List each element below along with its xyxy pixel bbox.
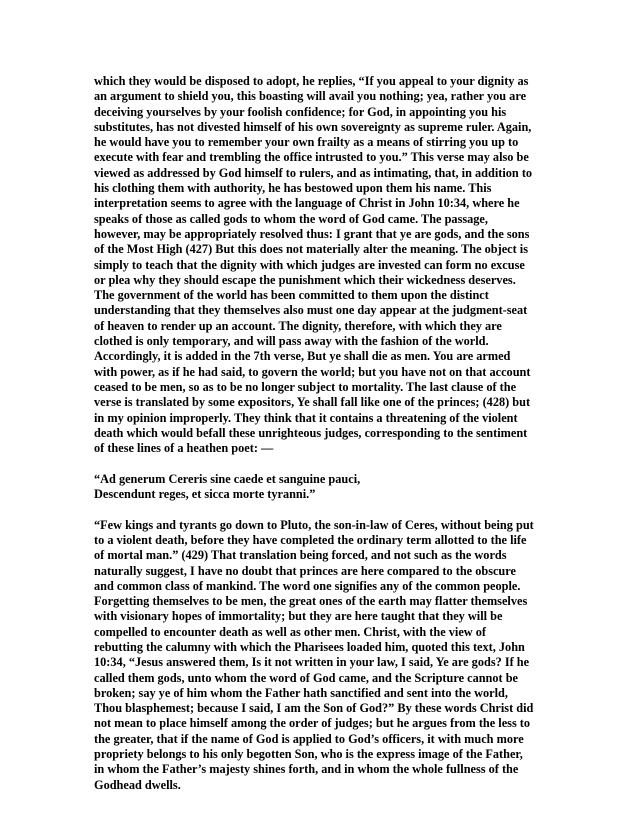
text-line: however, may be appropriately resolved thus: I grant that ye are gods, and the sons — [94, 226, 530, 241]
text-line: ceased to be men, so as to be no longer subject to mortality. The last clause of the — [94, 379, 517, 394]
text-line: clothed is only temporary, and will pass away with the fashion of the world. — [94, 334, 489, 349]
text-line: with visionary hopes of immortality; but they are here taught that they will be — [94, 609, 503, 624]
text-line: understanding that they themselves also must one day appear at the judgment-seat — [94, 303, 528, 318]
text-line: with power, as if he had said, to govern the world; but you have not on that account — [94, 364, 531, 379]
text-line: “Few kings and tyrants go down to Pluto, the son-in-law of Ceres, without being put — [94, 517, 534, 532]
text-line: death which would befall these unrighteous judges, corresponding to the sentiment — [94, 425, 528, 440]
text-line: broken; say ye of him whom the Father hath sanctified and sent into the world, — [94, 685, 508, 700]
paragraph — [94, 74, 556, 456]
text-line: of the Most High (427) But this does not materially alter the meaning. The object is — [94, 242, 529, 257]
text-line: substitutes, has not divested himself of his own sovereignty as supreme ruler. Again, — [94, 119, 532, 134]
text-line: verse is translated by some expositors, Ye shall fall like one of the princes; (428) but — [94, 395, 531, 410]
text-line: viewed as addressed by God himself to rulers, and as intimating, that, in addition to — [94, 165, 533, 180]
text-line: or plea why they should escape the punishment which their wickedness deserves. — [94, 272, 516, 287]
text-line: interpretation seems to agree with the language of Christ in John 10:34, where he — [94, 196, 520, 211]
text-line: propriety belongs to his only begotten Son, who is the express image of the Father, — [94, 747, 523, 762]
text-line: not mean to place himself among the order of judges; but he argues from the less to — [94, 716, 531, 731]
text-line: called them gods, unto whom the word of God came, and the Scripture cannot be — [94, 670, 519, 685]
text-line: rebutting the calumny with which the Pharisees loaded him, quoted this text, John — [94, 639, 525, 654]
verse-quotation — [94, 472, 556, 503]
text-line: in my opinion improperly. They think that it contains a threatening of the violent — [94, 410, 518, 425]
text-line: of these lines of a heathen poet: — — [94, 441, 274, 456]
text-line: the greater, that if the name of God is applied to God’s officers, it with much more — [94, 731, 524, 746]
paragraph — [94, 518, 556, 793]
document-page — [94, 74, 556, 793]
text-line: compelled to encounter death as well as other men. Christ, with the view of — [94, 624, 486, 639]
paragraph-gap — [94, 456, 556, 471]
paragraph-gap — [94, 502, 556, 517]
document-body — [94, 74, 556, 793]
text-line: deceiving yourselves by your foolish confidence; for God, in appointing you his — [94, 104, 507, 119]
text-line: Descendunt reges, et sicca morte tyranni.” — [94, 487, 316, 502]
text-line: to a violent death, before they have completed the ordinary term allotted to the life — [94, 532, 527, 547]
text-line: and common class of mankind. The word one signifies any of the common people. — [94, 578, 521, 593]
text-line: execute with fear and trembling the office intrusted to you.” This verse may also be — [94, 150, 529, 165]
text-line: of heaven to render up an account. The dignity, therefore, with which they are — [94, 318, 502, 333]
text-line: of mortal man.” (429) That translation being forced, and not such as the words — [94, 548, 507, 563]
text-line: which they would be disposed to adopt, he replies, “If you appeal to your dignity as — [94, 74, 529, 88]
text-line: speaks of those as called gods to whom the word of God came. The passage, — [94, 211, 488, 226]
text-line: Accordingly, it is added in the 7th verse, But ye shall die as men. You are armed — [94, 349, 511, 364]
text-line: Godhead dwells. — [94, 777, 181, 792]
text-line: an argument to shield you, this boasting will avail you nothing; yea, rather you are — [94, 89, 527, 104]
text-line: Forgetting themselves to be men, the great ones of the earth may flatter themselves — [94, 594, 528, 609]
text-line: he would have you to remember your own frailty as a means of stirring you up to — [94, 135, 519, 150]
text-line: 10:34, “Jesus answered them, Is it not written in your law, I said, Ye are gods? If he — [94, 655, 530, 670]
text-line: in whom the Father’s majesty shines forth, and in whom the whole fullness of the — [94, 762, 519, 777]
text-line: his clothing them with authority, he has bestowed upon them his name. This — [94, 181, 492, 196]
text-line: “Ad generum Cereris sine caede et sanguine pauci, — [94, 471, 361, 486]
text-line: naturally suggest, I have no doubt that princes are here compared to the obscure — [94, 563, 516, 578]
text-line: Thou blasphemest; because I said, I am the Son of God?” By these words Christ did — [94, 701, 534, 716]
text-line: simply to teach that the dignity with which judges are invested can form no excuse — [94, 257, 525, 272]
text-line: The government of the world has been committed to them upon the distinct — [94, 288, 489, 303]
